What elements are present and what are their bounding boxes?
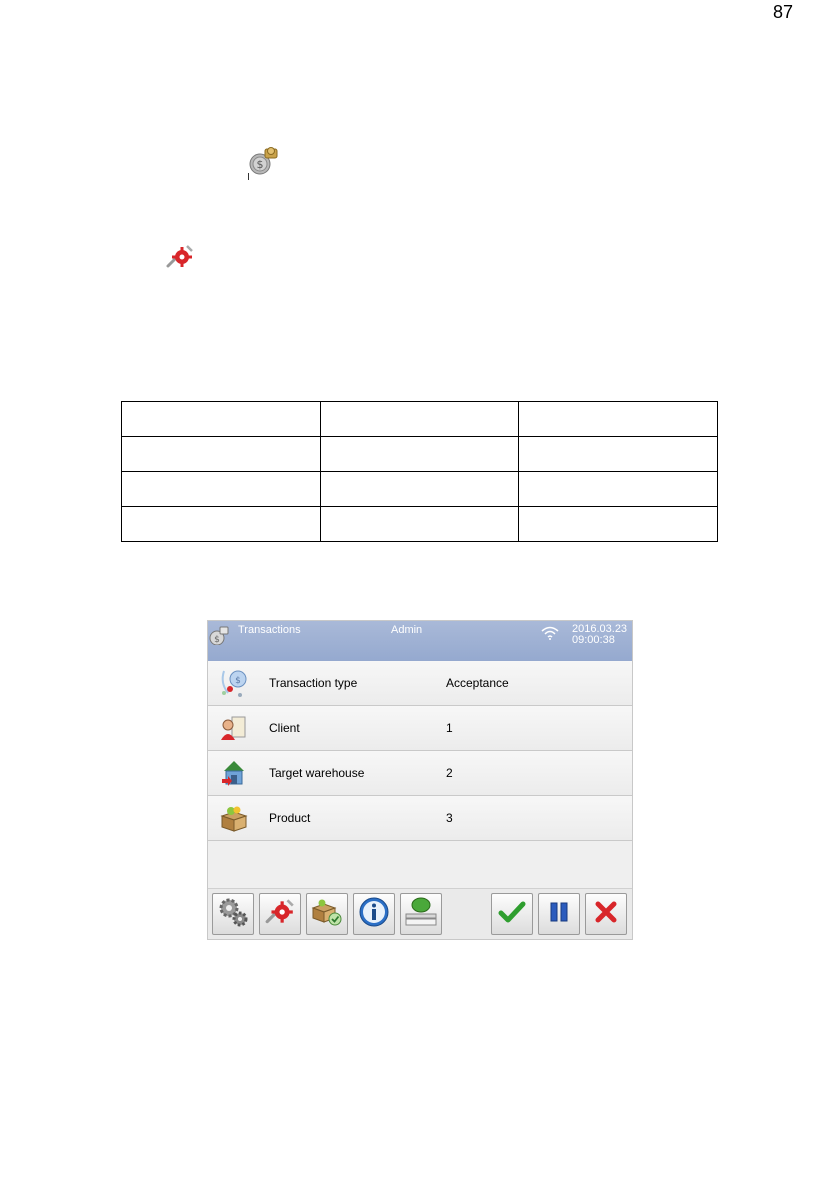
table-cell — [320, 507, 519, 542]
info-icon — [358, 896, 390, 933]
transactions-coin-icon — [247, 143, 281, 182]
transaction-type-icon — [218, 667, 250, 699]
confirm-button[interactable] — [491, 893, 533, 935]
table-cell — [122, 437, 321, 472]
table-cell — [122, 402, 321, 437]
client-icon — [218, 712, 250, 744]
pause-icon — [546, 899, 572, 930]
row-label: Product — [269, 811, 311, 825]
row-label: Transaction type — [269, 676, 358, 690]
table-row — [122, 507, 718, 542]
table-row — [122, 472, 718, 507]
info-button[interactable] — [353, 893, 395, 935]
page-number: 87 — [773, 2, 794, 22]
tools-icon — [264, 897, 296, 932]
tools-icon — [165, 244, 195, 275]
scale-button[interactable] — [400, 893, 442, 935]
pause-button[interactable] — [538, 893, 580, 935]
settings-icon — [216, 895, 250, 934]
text-cursor-mark — [248, 173, 249, 180]
row-value: 2 — [446, 766, 453, 780]
row-value: Acceptance — [446, 676, 509, 690]
svg-text:$: $ — [256, 158, 264, 171]
table-row — [122, 402, 718, 437]
header-datetime — [572, 624, 627, 646]
header-title: Transactions — [238, 624, 301, 636]
check-icon — [497, 897, 527, 932]
table-cell — [519, 472, 718, 507]
row-product[interactable] — [208, 796, 632, 841]
blank-table — [121, 401, 718, 542]
row-target-warehouse[interactable] — [208, 751, 632, 796]
table-cell — [320, 402, 519, 437]
table-cell — [519, 437, 718, 472]
warehouse-icon — [218, 757, 250, 789]
svg-text:$: $ — [235, 676, 241, 686]
row-label: Client — [269, 721, 300, 735]
device-header — [208, 621, 632, 661]
row-value: 1 — [446, 721, 453, 735]
product-add-button[interactable] — [306, 893, 348, 935]
table-cell — [122, 507, 321, 542]
wifi-icon — [541, 626, 559, 643]
cancel-icon — [593, 899, 619, 930]
header-user: Admin — [391, 624, 423, 636]
table-cell — [519, 507, 718, 542]
parameter-list — [208, 661, 632, 841]
scale-icon — [403, 895, 439, 934]
header-date: 2016.03.23 — [572, 623, 628, 635]
table-cell — [320, 472, 519, 507]
row-value: 3 — [446, 811, 453, 825]
product-add-icon — [310, 895, 344, 934]
row-label: Target warehouse — [269, 766, 365, 780]
svg-text:$: $ — [214, 635, 220, 645]
settings-button[interactable] — [212, 893, 254, 935]
table-cell — [122, 472, 321, 507]
cancel-button[interactable] — [585, 893, 627, 935]
product-icon — [218, 802, 250, 834]
table-cell — [320, 437, 519, 472]
header-time: 09:00:38 — [572, 634, 615, 646]
transactions-app-icon — [208, 625, 230, 648]
row-client[interactable] — [208, 706, 632, 751]
table-cell — [519, 402, 718, 437]
tools-button[interactable] — [259, 893, 301, 935]
device-toolbar — [208, 888, 632, 940]
table-row — [122, 437, 718, 472]
row-transaction-type[interactable] — [208, 661, 632, 706]
device-screen — [207, 620, 633, 940]
